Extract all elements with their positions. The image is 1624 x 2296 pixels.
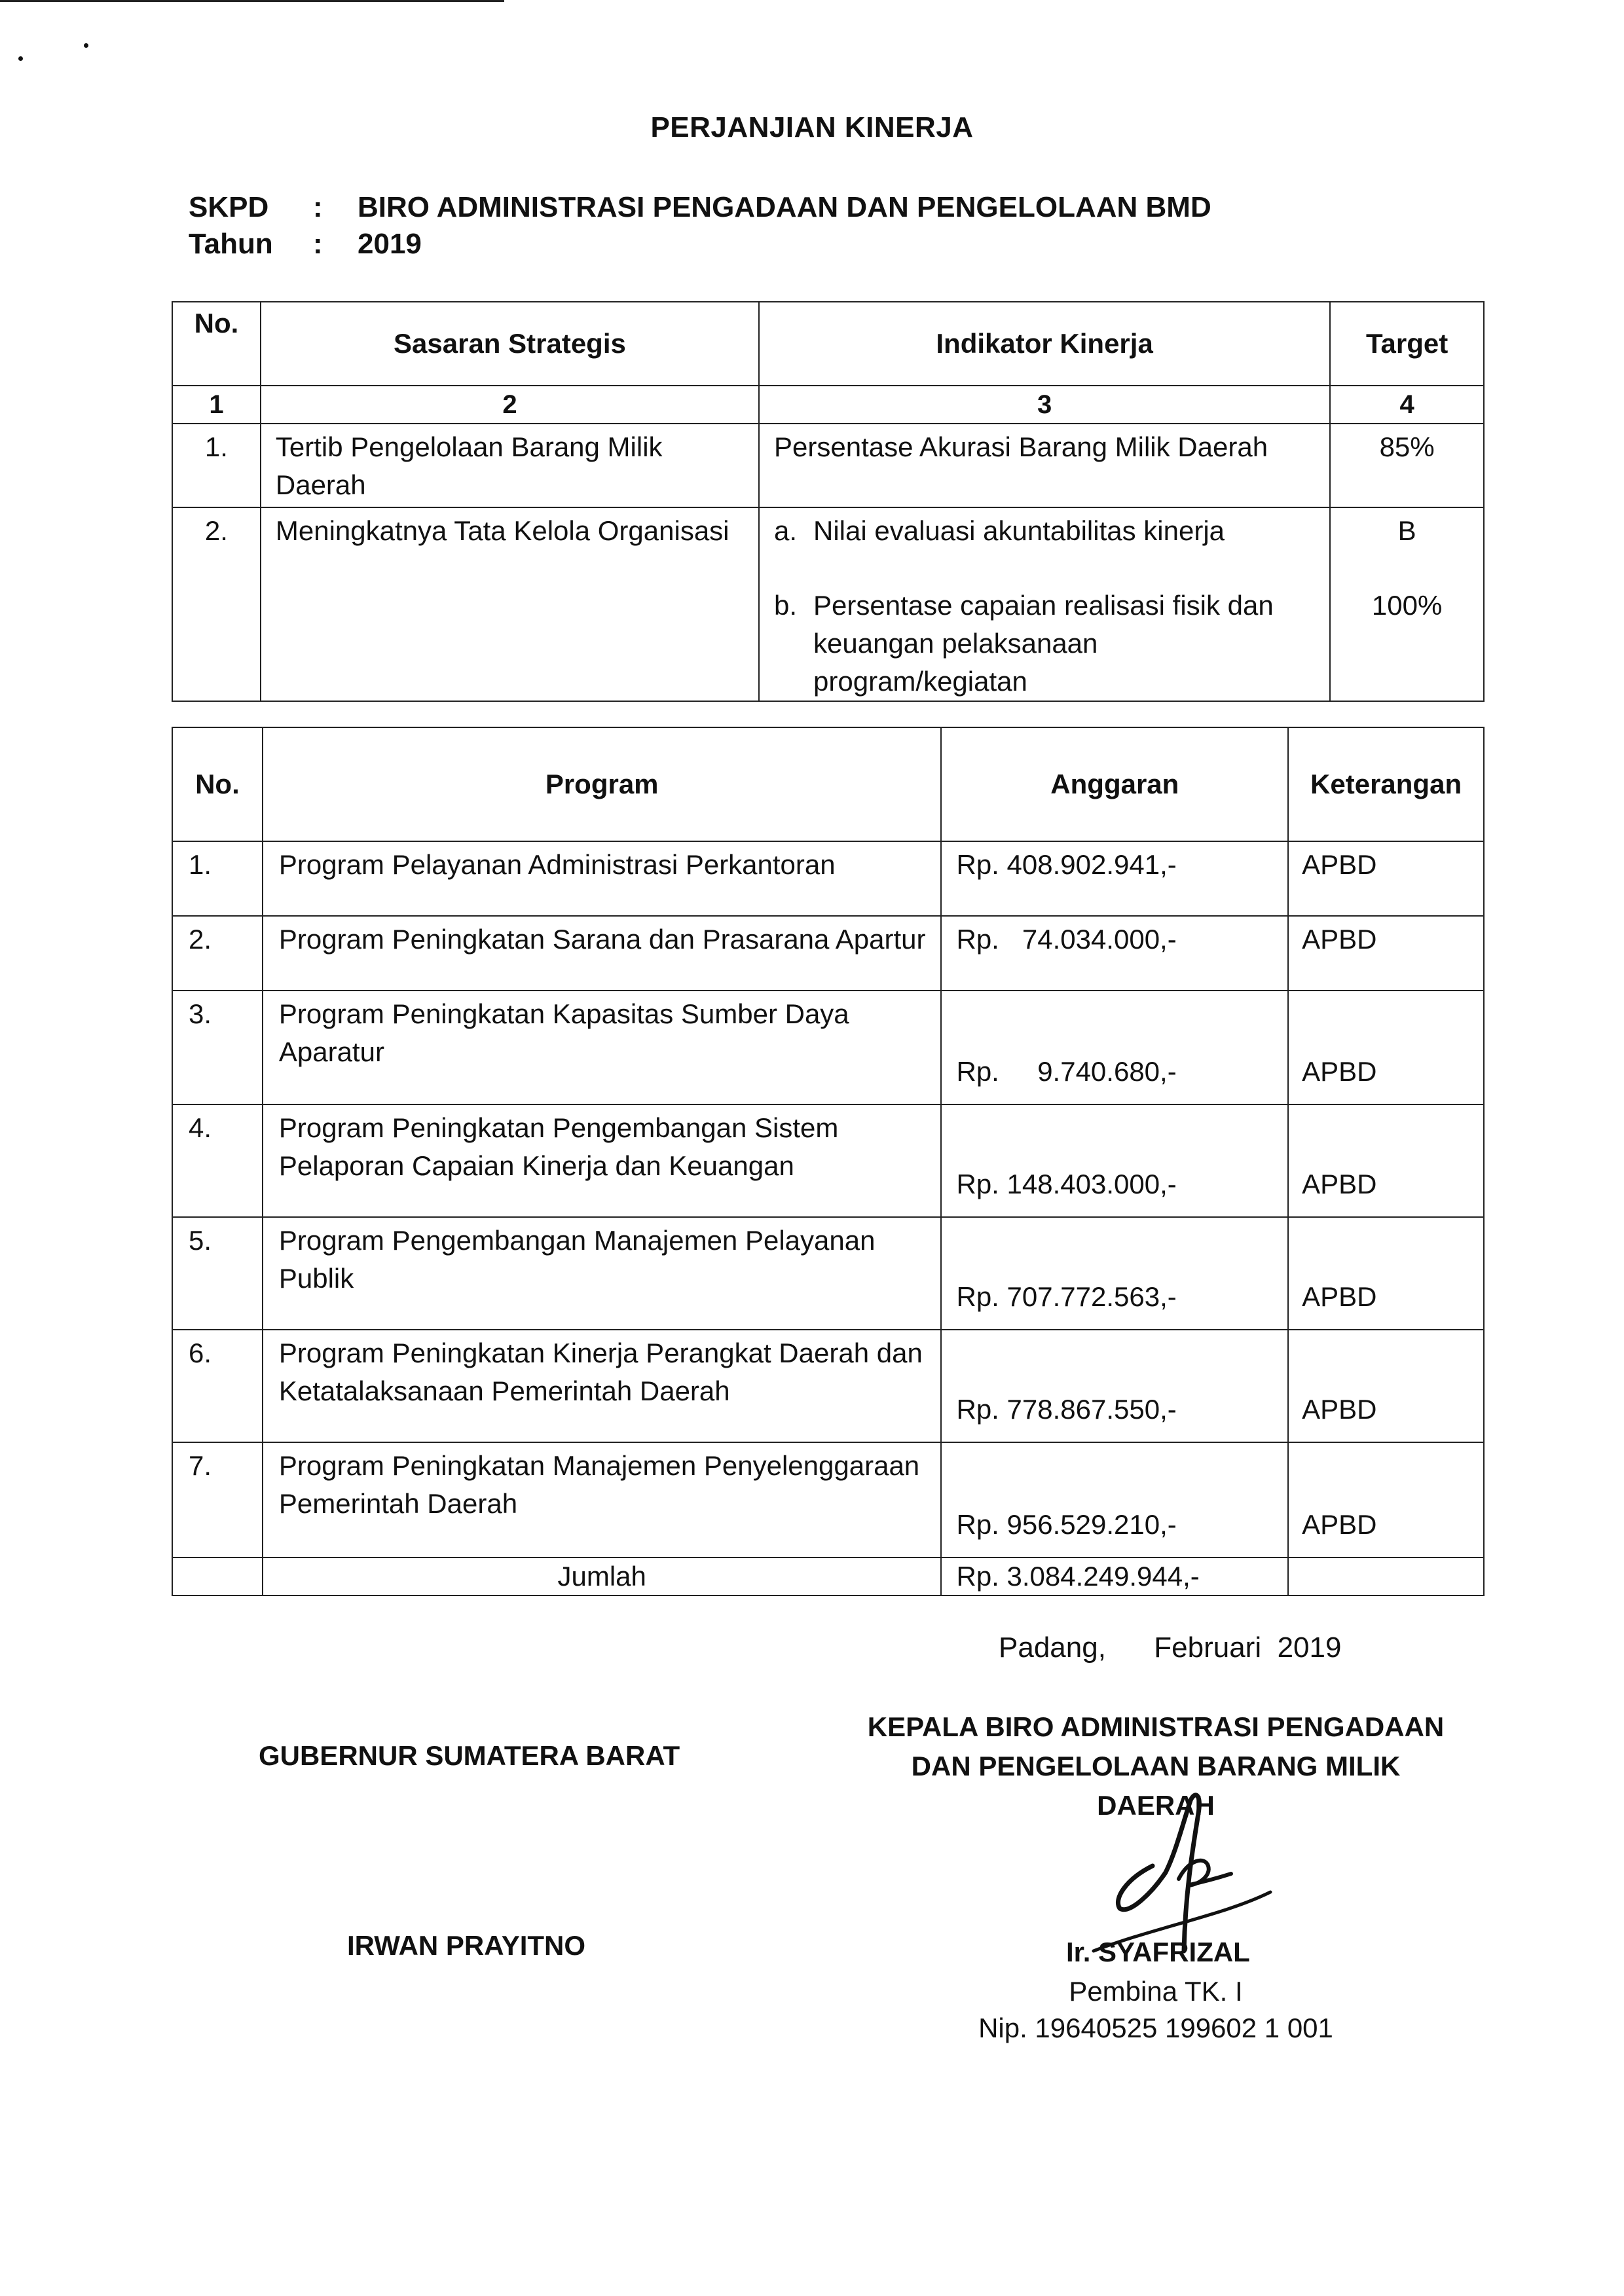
program-budget: Rp. 707.772.563,- [941,1217,1288,1330]
right-signatory-nip: Nip. 19640525 199602 1 001 [978,2013,1333,2043]
program-budget-table [172,727,1485,1596]
right-signatory-rank: Pembina TK. I [1069,1976,1243,2007]
program-name: Program Peningkatan Sarana dan Prasarana Apartur [263,916,942,991]
program-row [172,841,1484,916]
target-value: 100% [1371,590,1443,621]
skpd-line [189,191,1211,224]
program-budget: Rp. 778.867.550,- [941,1330,1288,1442]
program-no: 5. [172,1217,263,1330]
program-note: APBD [1288,991,1484,1104]
program-note: APBD [1288,1330,1484,1442]
program-name: Program Peningkatan Manajemen Penyelenggaraan Pemerintah Daerah [263,1442,942,1558]
tahun-line [189,228,422,261]
program-note: APBD [1288,1442,1484,1558]
program-no: 1. [172,841,263,916]
sasaran-text: Tertib Pengelolaan Barang Milik Daerah [261,424,759,507]
skpd-label: SKPD [189,191,269,223]
performance-target-table [172,301,1485,702]
indikator-letter: b. [774,590,798,621]
indikator-text: Nilai evaluasi akuntabilitas kinerja [813,515,1225,546]
program-name: Program Pelayanan Administrasi Perkantoran [263,841,942,916]
column-number: 2 [261,386,759,424]
program-note: APBD [1288,1104,1484,1217]
total-blank [1288,1558,1484,1595]
total-value: Rp. 3.084.249.944,- [941,1558,1288,1595]
right-title-line: DAN PENGELOLAAN BARANG MILIK DAERAH [911,1751,1401,1821]
header-indikator: Indikator Kinerja [759,302,1330,386]
program-no: 3. [172,991,263,1104]
header-keterangan: Keterangan [1288,727,1484,841]
indikator-list [759,507,1330,701]
header-no: No. [172,727,263,841]
table-row [172,424,1484,507]
indikator-letter: a. [774,515,798,546]
program-name: Program Peningkatan Pengembangan Sistem Pelaporan Capaian Kinerja dan Keuangan [263,1104,942,1217]
program-row [172,1104,1484,1217]
right-signatory-name: Ir. SYAFRIZAL [1066,1937,1250,1967]
program-note: APBD [1288,916,1484,991]
program-row [172,1330,1484,1442]
target-value: B [1397,515,1416,546]
program-name: Program Pengembangan Manajemen Pelayanan Publik [263,1217,942,1330]
target-list [1330,507,1484,701]
right-title-line: KEPALA BIRO ADMINISTRASI PENGADAAN [867,1711,1445,1742]
colon: : [313,228,323,260]
tahun-value: 2019 [358,228,422,260]
program-budget: Rp. 74.034.000,- [941,916,1288,991]
place-date: Padang, Februari 2019 [999,1631,1342,1664]
program-row [172,1442,1484,1558]
program-no: 7. [172,1442,263,1558]
program-row [172,916,1484,991]
indikator-item [774,587,1319,701]
tahun-label: Tahun [189,228,273,260]
handwritten-signature [1074,1787,1290,1958]
scan-speck [18,56,23,61]
program-no: 4. [172,1104,263,1217]
scan-edge-line [0,0,504,2]
colon: : [313,191,323,223]
left-signatory-name: IRWAN PRAYITNO [347,1930,586,1961]
indikator-text: Persentase Akurasi Barang Milik Daerah [759,424,1330,507]
header-sasaran: Sasaran Strategis [261,302,759,386]
program-name: Program Peningkatan Kinerja Perangkat Daerah dan Ketatalaksanaan Pemerintah Daerah [263,1330,942,1442]
row-no: 2. [172,507,261,701]
program-row [172,991,1484,1104]
header-target: Target [1330,302,1484,386]
table-row [172,507,1484,701]
indikator-text: Persentase capaian realisasi fisik dan keuangan pelaksanaan program/kegiatan [813,590,1274,697]
program-budget: Rp. 408.902.941,- [941,841,1288,916]
header-no: No. [172,302,261,386]
target-value: 85% [1330,424,1484,507]
column-number: 4 [1330,386,1484,424]
program-name: Program Peningkatan Kapasitas Sumber Daya Aparatur [263,991,942,1104]
program-no: 2. [172,916,263,991]
scan-speck [84,43,88,48]
program-no: 6. [172,1330,263,1442]
program-budget: Rp. 9.740.680,- [941,991,1288,1104]
program-budget: Rp. 148.403.000,- [941,1104,1288,1217]
header-anggaran: Anggaran [941,727,1288,841]
skpd-value: BIRO ADMINISTRASI PENGADAAN DAN PENGELOLAAN BMD [358,191,1211,223]
left-signatory-title: GUBERNUR SUMATERA BARAT [259,1740,680,1771]
program-note: APBD [1288,1217,1484,1330]
total-row [172,1558,1484,1595]
total-blank [172,1558,263,1595]
indikator-item [774,512,1319,550]
column-number: 3 [759,386,1330,424]
sasaran-text: Meningkatnya Tata Kelola Organisasi [261,507,759,701]
program-budget: Rp. 956.529.210,- [941,1442,1288,1558]
total-label: Jumlah [263,1558,942,1595]
row-no: 1. [172,424,261,507]
program-note: APBD [1288,841,1484,916]
document-title: PERJANJIAN KINERJA [650,111,974,143]
header-program: Program [263,727,942,841]
column-number: 1 [172,386,261,424]
program-row [172,1217,1484,1330]
